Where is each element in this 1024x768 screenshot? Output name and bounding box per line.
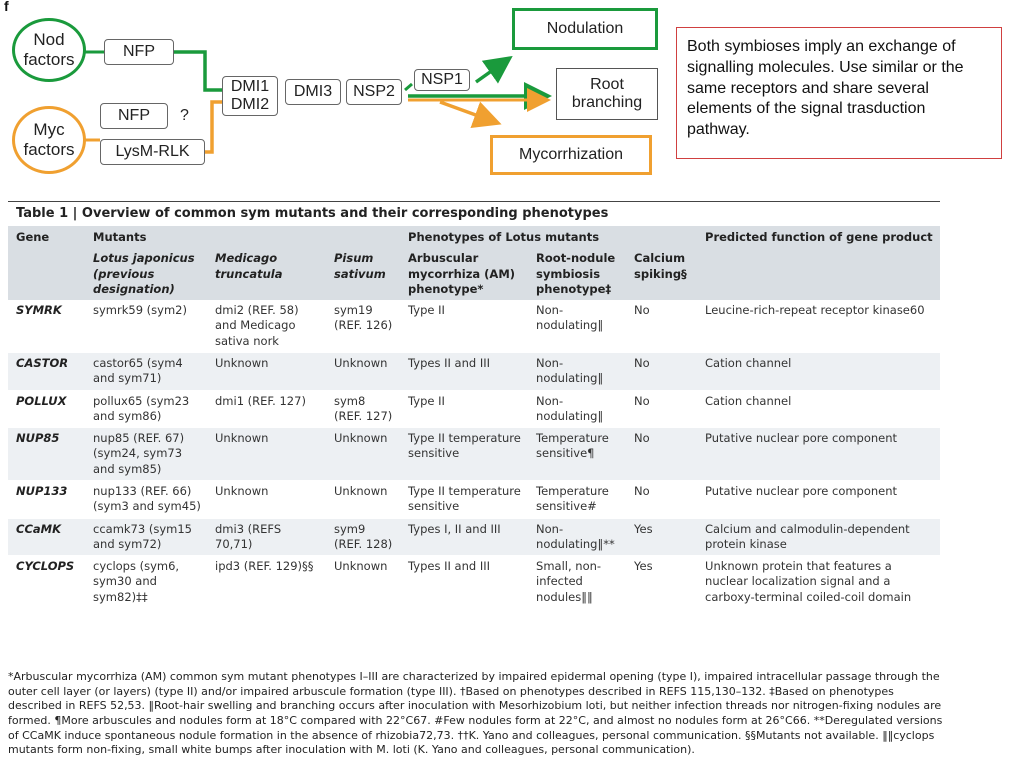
pisum-cell: Unknown <box>326 556 400 609</box>
am-cell: Type II temperature sensitive <box>400 428 528 481</box>
table-row <box>8 556 940 609</box>
calcium-cell: No <box>626 352 697 390</box>
header-nodule: Root-nodule symbiosis phenotype‡ <box>528 248 626 300</box>
nodule-cell: Non-nodulating‖ <box>528 352 626 390</box>
dmi1-dmi2-box: DMI1 DMI2 <box>222 76 278 116</box>
nsp1-box: NSP1 <box>414 69 470 91</box>
table-footnote: *Arbuscular mycorrhiza (AM) common sym mutant phenotypes I–III are characterized by impaired epidermal opening (type I), impaired intracellular passage through the outer cell layer (or layers) (type II) and/or impaired arbuscule formation (type III). †Based on phenotypes described in REFS 115,130–132. ‡Based on phenotypes described in REFS 52,53. ‖Root-hair swelling and branching occurs after inoculation with Mesorhizobium loti, but neither infection threads nor nitrogen-fixing nodules are formed. ¶More arbuscules and nodules form at 18°C compared with 22°C67. #Few nodules form at 22°C, and almost no nodules form at 26°C66. **Deregulated versions of CCaMK induce spontaneous nodule formation in the absence of rhizobia72,73. ††K. Yano and colleagues, personal communication. §§Mutants not available. ‖‖cyclops mutants form non-fixing, small white bumps after inoculation with M. loti (K. Yano and colleagues, personal communication). <box>8 670 943 757</box>
calcium-cell: No <box>626 428 697 481</box>
gene-cell: CCaMK <box>8 518 85 556</box>
nodule-cell: Temperature sensitive¶ <box>528 428 626 481</box>
root-branching-box: Root branching <box>556 68 658 120</box>
header-pisum: Pisum sativum <box>326 248 400 300</box>
table-row <box>8 428 940 481</box>
pisum-cell: sym19 (REF. 126) <box>326 300 400 352</box>
pisum-cell: Unknown <box>326 480 400 518</box>
am-cell: Type II <box>400 300 528 352</box>
function-cell: Putative nuclear pore component <box>697 480 940 518</box>
medicago-cell: dmi1 (REF. 127) <box>207 390 326 428</box>
mycorrhization-box: Mycorrhization <box>490 135 652 175</box>
nodule-cell: Non-nodulating‖ <box>528 300 626 352</box>
gene-cell: CYCLOPS <box>8 556 85 609</box>
nfp-receptor-bottom: NFP <box>100 103 168 129</box>
nsp2-box: NSP2 <box>346 79 402 105</box>
nodule-cell: Non-nodulating‖ <box>528 390 626 428</box>
myc-factors-circle: Myc factors <box>12 106 86 174</box>
question-mark: ? <box>180 107 189 124</box>
calcium-cell: No <box>626 300 697 352</box>
gene-cell: POLLUX <box>8 390 85 428</box>
table-row <box>8 300 940 352</box>
nod-factors-circle: Nod factors <box>12 18 86 82</box>
header-gene: Gene <box>8 226 85 300</box>
nodule-cell: Small, non-infected nodules‖‖ <box>528 556 626 609</box>
calcium-cell: No <box>626 390 697 428</box>
medicago-cell: Unknown <box>207 480 326 518</box>
panel-letter: f <box>4 0 9 14</box>
medicago-cell: Unknown <box>207 428 326 481</box>
calcium-cell: No <box>626 480 697 518</box>
lotus-cell: nup85 (REF. 67) (sym24, sym73 and sym85) <box>85 428 207 481</box>
table-row <box>8 480 940 518</box>
mutants-table <box>8 226 940 609</box>
medicago-cell: dmi3 (REFS 70,71) <box>207 518 326 556</box>
function-cell: Cation channel <box>697 352 940 390</box>
calcium-cell: Yes <box>626 518 697 556</box>
arrow-to-nodulation <box>476 60 507 82</box>
callout-note: Both symbioses imply an exchange of signalling molecules. Use similar or the same receptors and share several elements of the signal trasduction pathway. <box>676 27 1002 159</box>
pisum-cell: sym8 (REF. 127) <box>326 390 400 428</box>
am-cell: Types I, II and III <box>400 518 528 556</box>
nfp-receptor-top: NFP <box>104 39 174 65</box>
gene-cell: SYMRK <box>8 300 85 352</box>
function-cell: Putative nuclear pore component <box>697 428 940 481</box>
header-am: Arbuscular mycorrhiza (AM) phenotype* <box>400 248 528 300</box>
nfp-to-dmi-line <box>174 52 222 90</box>
table-row <box>8 352 940 390</box>
header-function: Predicted function of gene product <box>697 226 940 300</box>
medicago-cell: Unknown <box>207 352 326 390</box>
dmi3-box: DMI3 <box>285 79 341 105</box>
pisum-cell: sym9 (REF. 128) <box>326 518 400 556</box>
function-cell: Leucine-rich-repeat receptor kinase60 <box>697 300 940 352</box>
table-container <box>8 201 940 609</box>
am-cell: Type II <box>400 390 528 428</box>
pisum-cell: Unknown <box>326 428 400 481</box>
lysm-rlk-receptor: LysM-RLK <box>100 139 205 165</box>
calcium-cell: Yes <box>626 556 697 609</box>
header-calcium: Calcium spiking§ <box>626 248 697 300</box>
am-cell: Type II temperature sensitive <box>400 480 528 518</box>
arrow-to-mycorrhization <box>440 102 495 122</box>
header-row-1 <box>8 226 940 248</box>
lotus-cell: nup133 (REF. 66) (sym3 and sym45) <box>85 480 207 518</box>
header-lotus: Lotus japonicus (previous designation) <box>85 248 207 300</box>
header-phenotypes: Phenotypes of Lotus mutants <box>400 226 697 248</box>
gene-cell: CASTOR <box>8 352 85 390</box>
medicago-cell: ipd3 (REF. 129)§§ <box>207 556 326 609</box>
nsp2-to-nsp1-line <box>405 84 412 90</box>
lotus-cell: symrk59 (sym2) <box>85 300 207 352</box>
pisum-cell: Unknown <box>326 352 400 390</box>
header-mutants: Mutants <box>85 226 400 248</box>
table-row <box>8 518 940 556</box>
lotus-cell: ccamk73 (sym15 and sym72) <box>85 518 207 556</box>
lotus-cell: cyclops (sym6, sym30 and sym82)‡‡ <box>85 556 207 609</box>
lysm-to-dmi-line <box>205 102 222 152</box>
lotus-cell: pollux65 (sym23 and sym86) <box>85 390 207 428</box>
nodulation-box: Nodulation <box>512 8 658 50</box>
am-cell: Types II and III <box>400 556 528 609</box>
table-title: Table 1 | Overview of common sym mutants and their corresponding phenotypes <box>16 206 609 221</box>
table-row <box>8 390 940 428</box>
nodule-cell: Non-nodulating‖** <box>528 518 626 556</box>
lotus-cell: castor65 (sym4 and sym71) <box>85 352 207 390</box>
function-cell: Cation channel <box>697 390 940 428</box>
header-medicago: Medicago truncatula <box>207 248 326 300</box>
medicago-cell: dmi2 (REF. 58) and Medicago sativa nork <box>207 300 326 352</box>
am-cell: Types II and III <box>400 352 528 390</box>
function-cell: Unknown protein that features a nuclear localization signal and a carboxy-terminal coiled-coil domain <box>697 556 940 609</box>
function-cell: Calcium and calmodulin-dependent protein kinase <box>697 518 940 556</box>
nodule-cell: Temperature sensitive# <box>528 480 626 518</box>
gene-cell: NUP133 <box>8 480 85 518</box>
gene-cell: NUP85 <box>8 428 85 481</box>
